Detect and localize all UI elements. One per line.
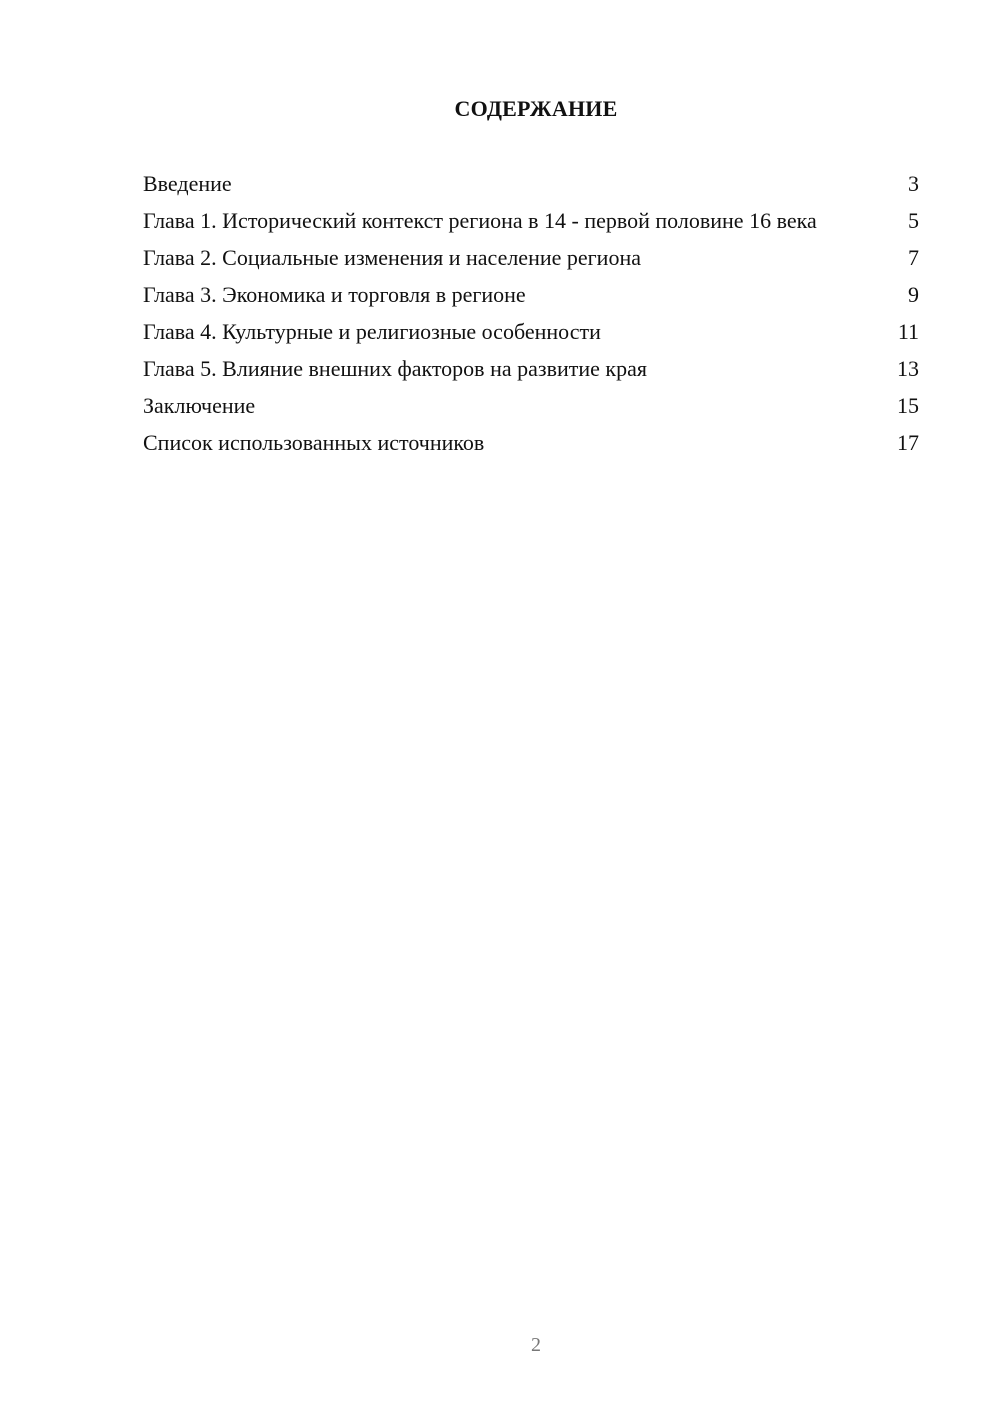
toc-entry-page: 13: [897, 356, 919, 381]
toc-entry-page: 9: [908, 282, 919, 307]
toc-entry-chapter-3: [143, 281, 919, 308]
table-of-contents: [143, 170, 919, 466]
toc-entry-page: 11: [897, 319, 919, 344]
toc-entry-chapter-5: [143, 355, 919, 382]
toc-entry-label: Глава 3. Экономика и торговля в регионе: [143, 282, 526, 307]
toc-entry-label: Введение: [143, 171, 232, 196]
page-number: 2: [531, 1334, 541, 1356]
toc-entry-chapter-1: [143, 207, 919, 234]
toc-entry-chapter-4: [143, 318, 919, 345]
toc-entry-page: 7: [908, 245, 919, 270]
toc-entry-label: Глава 4. Культурные и религиозные особенности: [143, 319, 601, 344]
toc-entry-label: Список использованных источников: [143, 430, 485, 455]
toc-entry-introduction: [143, 170, 919, 197]
toc-title: СОДЕРЖАНИЕ: [454, 96, 618, 121]
toc-entry-references: [143, 429, 919, 456]
toc-entry-conclusion: [143, 392, 919, 419]
toc-entry-label: Глава 1. Исторический контекст региона в 14 - первой половине 16 века: [143, 208, 817, 233]
toc-entry-page: 15: [897, 393, 919, 418]
toc-entry-label: Глава 2. Социальные изменения и население региона: [143, 245, 641, 270]
toc-entry-page: 17: [897, 430, 919, 455]
toc-entry-page: 3: [908, 171, 919, 196]
toc-entry-chapter-2: [143, 244, 919, 271]
toc-entry-page: 5: [908, 208, 919, 233]
toc-entry-label: Заключение: [143, 393, 256, 418]
toc-entry-label: Глава 5. Влияние внешних факторов на развитие края: [143, 356, 647, 381]
